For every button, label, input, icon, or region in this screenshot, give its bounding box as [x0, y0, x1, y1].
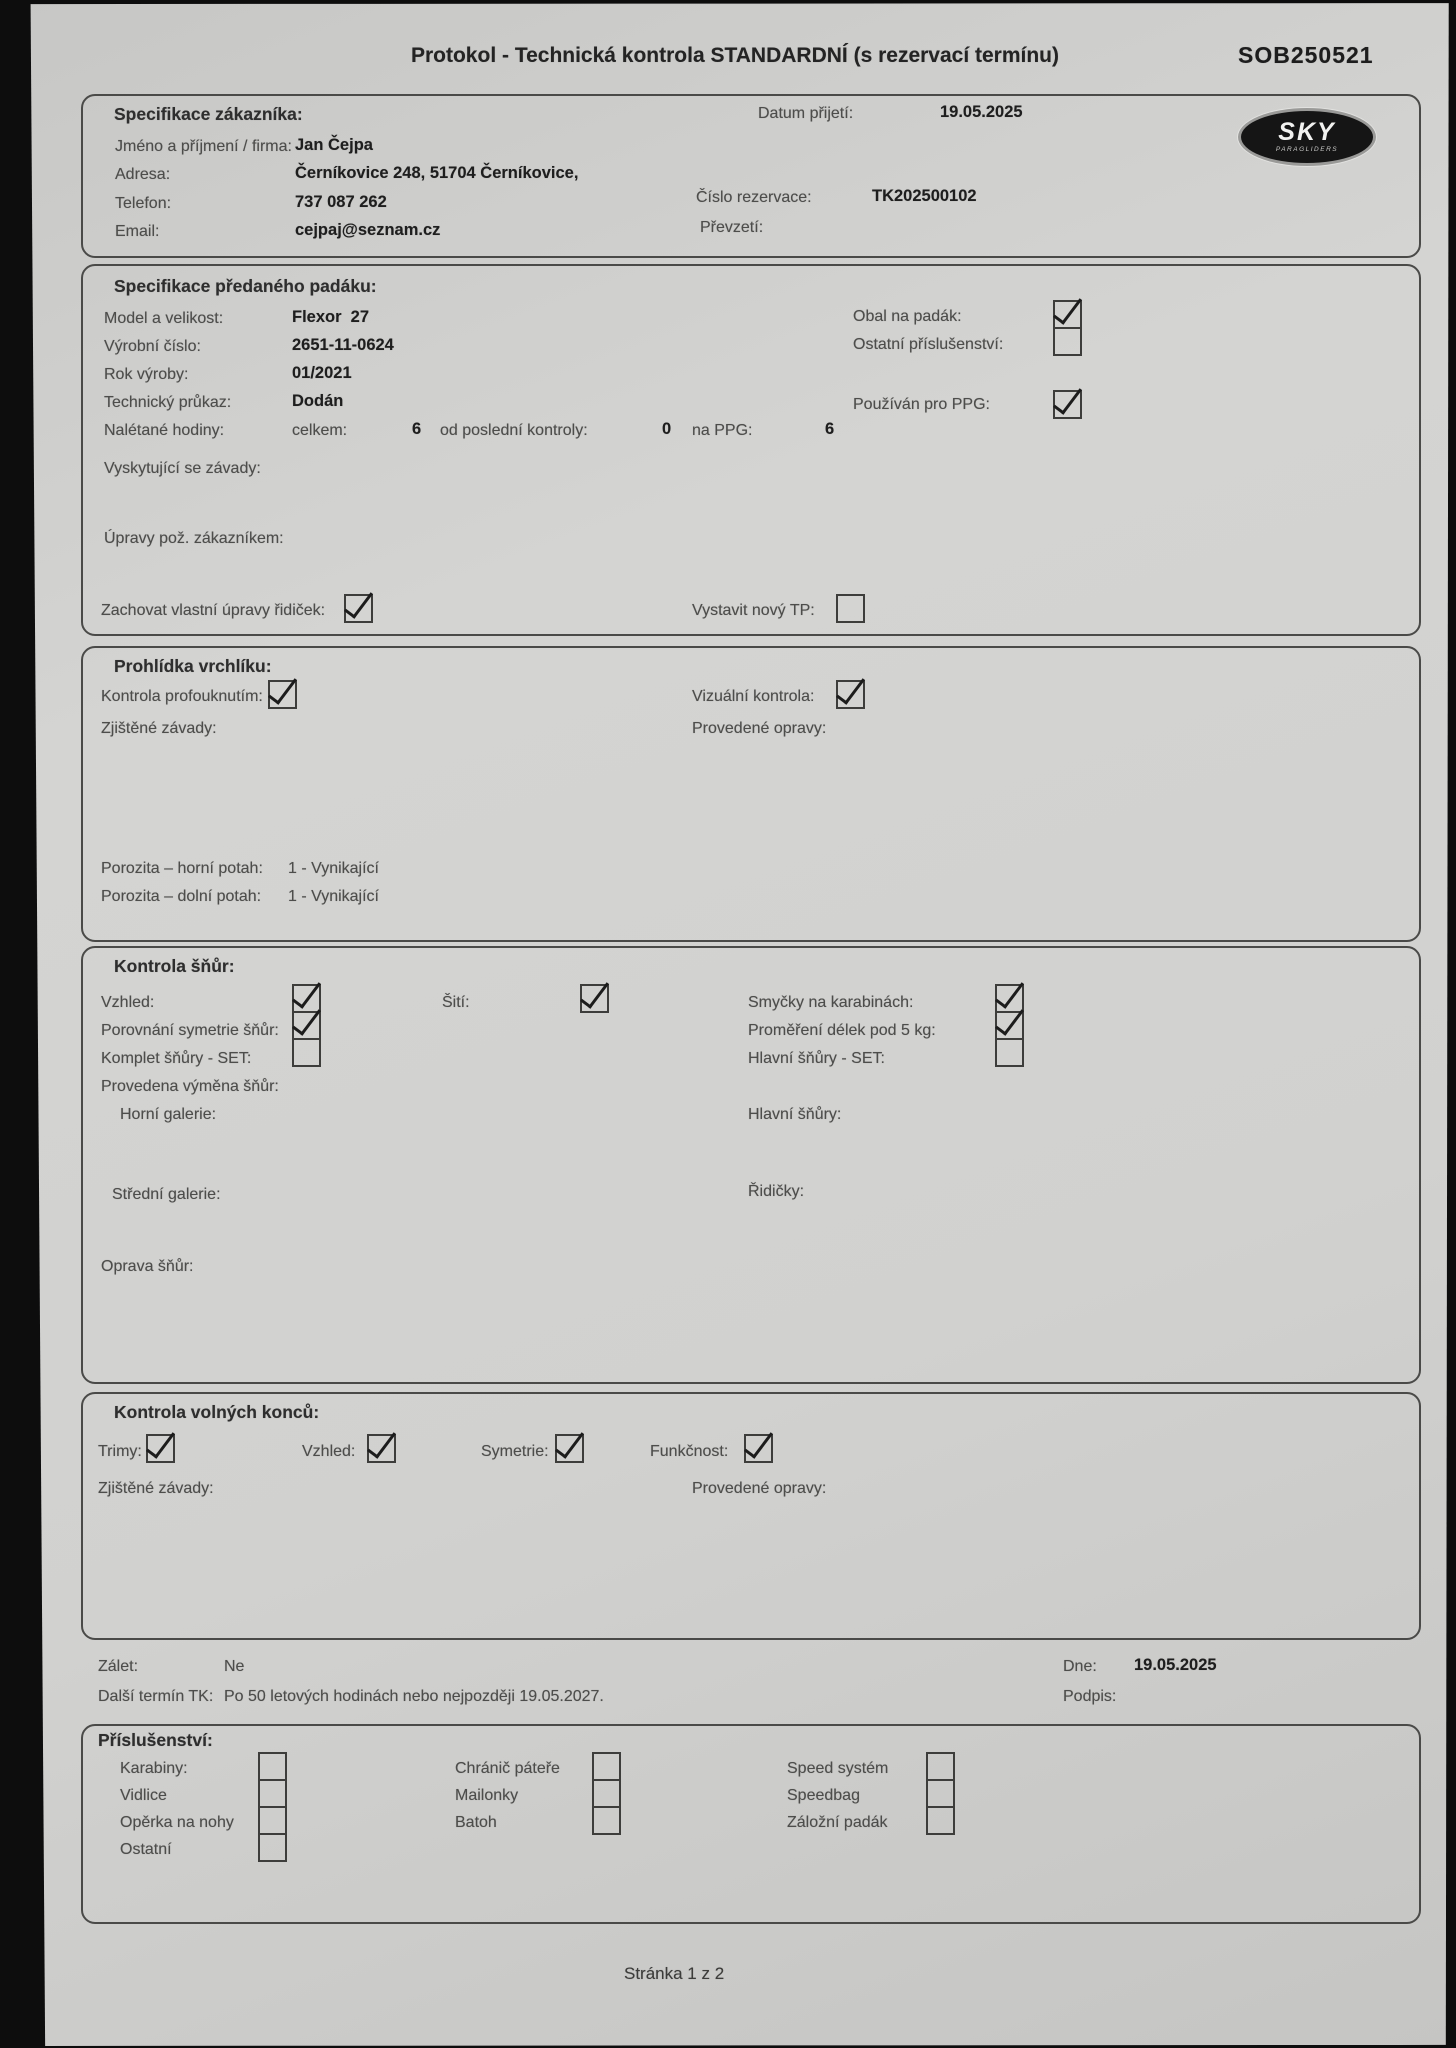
next-check-label: Další termín TK:	[98, 1688, 214, 1705]
hours-since-label: od poslední kontroly:	[440, 422, 588, 439]
year-value: 01/2021	[292, 364, 352, 382]
lines-replacement-label: Provedena výměna šňůr:	[101, 1078, 279, 1095]
lines-repair-label: Oprava šňůr:	[101, 1258, 194, 1275]
porosity-top-value: 1 - Vynikající	[288, 860, 379, 877]
keep-mods-checkbox	[344, 594, 373, 623]
speedbag-label: Speedbag	[787, 1787, 860, 1804]
sky-paragliders-logo	[1238, 108, 1376, 166]
carabiners-label: Karabiny:	[120, 1760, 188, 1777]
maillons-label: Mailonky	[455, 1787, 519, 1804]
next-check-value: Po 50 letových hodinách nebo nejpozději 19.05.2027.	[224, 1688, 604, 1705]
speed-system-checkbox	[926, 1752, 955, 1781]
model-label: Model a velikost:	[104, 310, 224, 327]
main-lines-label: Hlavní šňůry:	[748, 1106, 842, 1123]
new-tp-checkbox	[836, 594, 865, 623]
customer-email-label: Email:	[115, 223, 160, 240]
tech-cert-label: Technický průkaz:	[104, 394, 232, 411]
lines-right-checkbox-stack	[995, 984, 1024, 1067]
risers-section-title: Kontrola volných konců:	[114, 1402, 320, 1422]
accessories-section-title: Příslušenství:	[98, 1730, 213, 1750]
risers-defects-label: Zjištěné závady:	[98, 1480, 214, 1497]
maillons-checkbox	[592, 1779, 621, 1808]
logo-sub-text: PARAGLIDERS	[1275, 146, 1339, 154]
rucksack-label: Batoh	[455, 1814, 497, 1831]
rucksack-checkbox	[592, 1806, 621, 1835]
risers-function-checkbox	[744, 1434, 773, 1463]
hours-total-label: celkem:	[292, 422, 348, 439]
trims-checkbox	[146, 1434, 175, 1463]
logo-brand-text: SKY	[1278, 118, 1336, 147]
customer-address-label: Adresa:	[115, 166, 171, 183]
test-flight-label: Zálet:	[98, 1658, 139, 1675]
brake-lines-label: Řidičky:	[748, 1183, 805, 1200]
reservation-number-value: TK202500102	[872, 187, 977, 205]
carabiners-checkbox	[258, 1752, 287, 1781]
reserve-parachute-checkbox	[926, 1806, 955, 1835]
other-accessories-checkbox	[1053, 327, 1082, 356]
risers-repairs-label: Provedené opravy:	[692, 1480, 827, 1497]
reserve-parachute-label: Záložní padák	[787, 1814, 888, 1831]
lines-appearance-label: Vzhled:	[101, 994, 155, 1011]
canopy-defects-label: Zjištěné závady:	[101, 720, 217, 737]
customer-mods-label: Úpravy pož. zákazníkem:	[104, 530, 284, 547]
risers-symmetry-label: Symetrie:	[481, 1443, 549, 1460]
blow-test-checkbox	[268, 680, 297, 709]
acc-other-checkbox	[258, 1833, 287, 1862]
canopy-section-title: Prohlídka vrchlíku:	[114, 656, 272, 676]
canopy-repairs-label: Provedené opravy:	[692, 720, 827, 737]
customer-name-label: Jméno a příjmení / firma:	[115, 138, 292, 155]
ppg-use-checkbox	[1053, 390, 1082, 419]
model-value: Flexor 27	[292, 308, 370, 326]
lines-left-checkbox-stack	[292, 984, 321, 1067]
glider-section-box	[81, 264, 1421, 636]
lines-stitching-checkbox	[580, 984, 609, 1013]
lines-symmetry-checkbox	[292, 1011, 321, 1040]
reservation-number-label: Číslo rezervace:	[696, 189, 812, 206]
visual-check-checkbox	[836, 680, 865, 709]
main-lines-set-label: Hlavní šňůry - SET:	[748, 1050, 885, 1067]
lines-symmetry-label: Porovnání symetrie šňůr:	[101, 1022, 279, 1039]
lines-set-label: Komplet šňůry - SET:	[101, 1050, 252, 1067]
hours-ppg-value: 6	[825, 420, 835, 438]
signed-date-label: Dne:	[1063, 1658, 1097, 1675]
length-measure-label: Proměření délek pod 5 kg:	[748, 1022, 936, 1039]
test-flight-value: Ne	[224, 1658, 245, 1675]
back-protector-checkbox	[592, 1752, 621, 1781]
customer-phone-value: 737 087 262	[295, 193, 387, 211]
risers-function-label: Funkčnost:	[650, 1443, 729, 1460]
page-title: Protokol - Technická kontrola STANDARDNÍ (s rezervací termínu)	[410, 44, 1060, 67]
visual-check-label: Vizuální kontrola:	[692, 688, 815, 705]
accessories-col3-checkbox-stack	[926, 1752, 955, 1835]
porosity-bottom-label: Porozita – dolní potah:	[101, 888, 262, 905]
risers-symmetry-checkbox	[555, 1434, 584, 1463]
doc-number: SOB250521	[1238, 42, 1374, 68]
hours-total-value: 6	[412, 420, 422, 438]
signed-date-value: 19.05.2025	[1134, 1656, 1217, 1674]
porosity-top-label: Porozita – horní potah:	[101, 860, 263, 877]
blow-test-label: Kontrola profouknutím:	[101, 688, 263, 705]
accessories-col1-checkbox-stack	[258, 1752, 287, 1862]
customer-name-value: Jan Čejpa	[295, 136, 373, 154]
porosity-bottom-value: 1 - Vynikající	[288, 888, 379, 905]
year-label: Rok výroby:	[104, 366, 189, 383]
customer-section-title: Specifikace zákazníka:	[114, 104, 303, 124]
other-accessories-label: Ostatní příslušenství:	[853, 336, 1004, 353]
date-received-value: 19.05.2025	[940, 103, 1023, 121]
date-received-label: Datum přijetí:	[758, 105, 854, 122]
carabiner-loops-label: Smyčky na karabinách:	[748, 994, 914, 1011]
risers-section-box	[81, 1392, 1421, 1640]
accessories-col2-checkbox-stack	[592, 1752, 621, 1835]
tech-cert-value: Dodán	[292, 392, 344, 410]
acc-other-label: Ostatní	[120, 1841, 172, 1858]
hours-ppg-label: na PPG:	[692, 422, 753, 439]
serial-label: Výrobní číslo:	[104, 338, 201, 355]
hours-since-value: 0	[662, 420, 672, 438]
main-lines-set-checkbox	[995, 1038, 1024, 1067]
page-number-footer: Stránka 1 z 2	[624, 1964, 725, 1983]
lines-set-checkbox	[292, 1038, 321, 1067]
signature-label: Podpis:	[1063, 1688, 1117, 1705]
length-measure-checkbox	[995, 1011, 1024, 1040]
hours-label: Nalétané hodiny:	[104, 422, 225, 439]
lines-section-title: Kontrola šňůr:	[114, 956, 235, 976]
customer-phone-label: Telefon:	[115, 195, 172, 212]
new-tp-label: Vystavit nový TP:	[692, 602, 815, 619]
fork-checkbox	[258, 1779, 287, 1808]
bag-checkbox	[1053, 300, 1082, 329]
fork-label: Vidlice	[120, 1787, 167, 1804]
glider-defects-label: Vyskytující se závady:	[104, 460, 261, 477]
customer-address-value: Černíkovice 248, 51704 Černíkovice,	[295, 164, 579, 182]
serial-value: 2651-11-0624	[292, 336, 394, 354]
customer-email-value: cejpaj@seznam.cz	[295, 221, 441, 239]
glider-section-title: Specifikace předaného padáku:	[114, 276, 377, 296]
footrest-checkbox	[258, 1806, 287, 1835]
footrest-label: Opěrka na nohy	[120, 1814, 234, 1831]
middle-gallery-label: Střední galerie:	[112, 1186, 221, 1203]
bag-label: Obal na padák:	[853, 308, 962, 325]
lines-stitching-label: Šití:	[442, 994, 470, 1011]
back-protector-label: Chránič páteře	[455, 1760, 560, 1777]
risers-appearance-checkbox	[367, 1434, 396, 1463]
trims-label: Trimy:	[98, 1443, 142, 1460]
handover-label: Převzetí:	[700, 219, 764, 236]
upper-gallery-label: Horní galerie:	[120, 1106, 217, 1123]
risers-appearance-label: Vzhled:	[302, 1443, 356, 1460]
keep-mods-label: Zachovat vlastní úpravy řidiček:	[101, 602, 326, 619]
speed-system-label: Speed systém	[787, 1760, 889, 1777]
bag-checkbox-stack	[1053, 300, 1082, 356]
speedbag-checkbox	[926, 1779, 955, 1808]
ppg-use-label: Používán pro PPG:	[853, 396, 990, 413]
